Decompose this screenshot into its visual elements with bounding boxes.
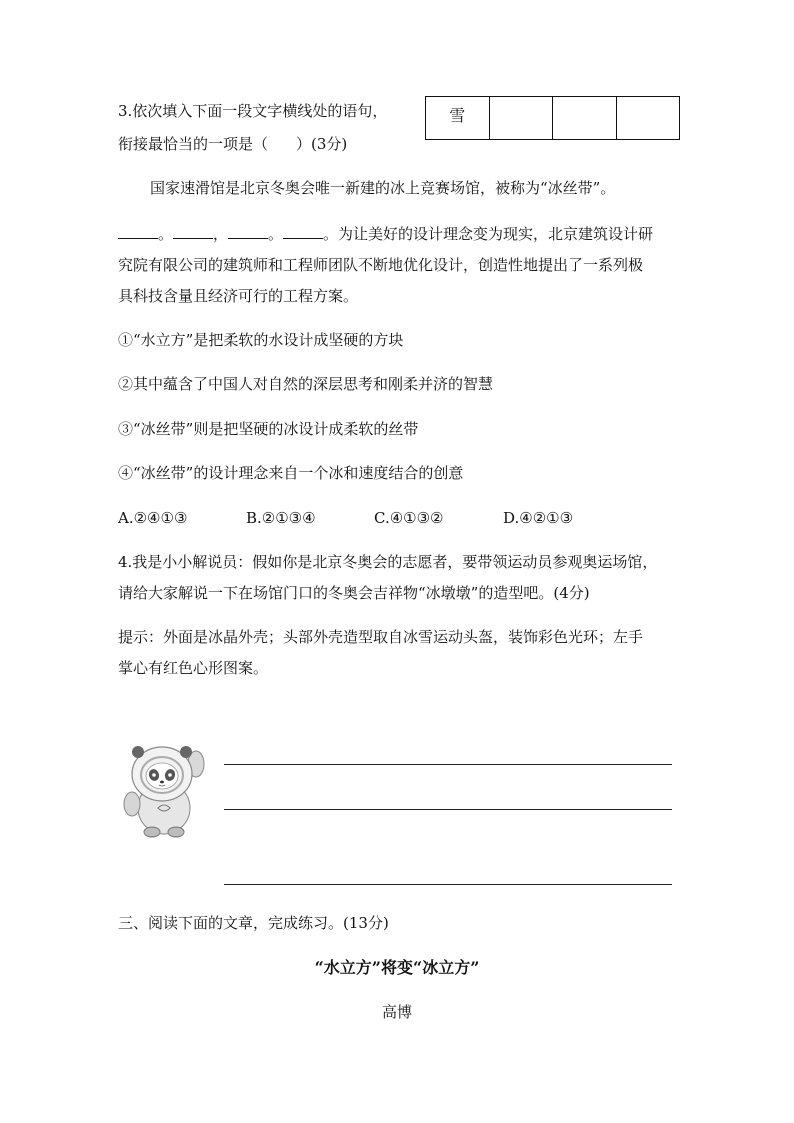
passage-sep: 。 <box>268 225 284 243</box>
section-heading: 三、阅读下面的文章，完成练习。(13分) <box>118 914 389 932</box>
answer-line-2[interactable] <box>224 809 672 810</box>
fill-blank-4[interactable] <box>283 224 323 239</box>
passage-line-2 <box>118 224 653 244</box>
q4-stem-line1: 4.我是小小解说员：假如你是北京冬奥会的志愿者，要带领运动员参观奥运场馆， <box>118 553 658 571</box>
q3-stem-text: 衔接最恰当的一项是（ <box>118 135 269 153</box>
grid-cell-1[interactable]: 雪 <box>426 97 490 139</box>
q4-stem-line2: 请给大家解说一下在场馆门口的冬奥会吉祥物“冰墩墩”的造型吧。(4分) <box>118 584 590 602</box>
grid-cell-3[interactable] <box>553 97 617 139</box>
passage-line-3: 究院有限公司的建筑师和工程师团队不断地优化设计，创造性地提出了一系列极 <box>118 256 644 274</box>
grid-cell-4[interactable] <box>617 97 680 139</box>
option-c[interactable]: C.④①③② <box>374 509 444 527</box>
article-author: 高博 <box>381 1003 412 1021</box>
fill-blank-3[interactable] <box>228 224 268 239</box>
passage-line-4: 具科技含量且经济可行的工程方案。 <box>118 287 359 305</box>
mascot-illustration <box>118 742 214 838</box>
list-item: ②其中蕴含了中国人对自然的深层思考和刚柔并济的智慧 <box>118 375 494 393</box>
passage-line-1: 国家速滑馆是北京冬奥会唯一新建的冰上竞赛场馆，被称为“冰丝带”。 <box>150 179 616 197</box>
list-item: ③“冰丝带”则是把坚硬的冰设计成柔软的丝带 <box>118 420 419 438</box>
q3-score: ）(3分) <box>296 135 348 153</box>
list-item: ①“水立方”是把柔软的水设计成坚硬的方块 <box>118 331 404 349</box>
option-a[interactable]: A.②④①③ <box>118 509 188 527</box>
list-item: ④“冰丝带”的设计理念来自一个冰和速度结合的创意 <box>118 464 464 482</box>
q4-hint-line2: 掌心有红色心形图案。 <box>118 659 269 677</box>
fill-blank-1[interactable] <box>118 224 158 239</box>
passage-sep: ， <box>213 225 229 243</box>
option-d[interactable]: D.④②①③ <box>503 509 574 527</box>
passage-tail: 。为让美好的设计理念变为现实，北京建筑设计研 <box>323 225 654 243</box>
answer-line-1[interactable] <box>224 764 672 765</box>
q3-stem-line1: 3.依次填入下面一段文字横线处的语句， <box>118 102 388 120</box>
q3-stem-line2 <box>118 134 347 154</box>
article-title: “水立方”将变“冰立方” <box>314 958 480 977</box>
q4-hint-line1: 提示：外面是冰晶外壳；头部外壳造型取自冰雪运动头盔，装饰彩色光环；左手 <box>118 628 644 646</box>
fill-blank-2[interactable] <box>173 224 213 239</box>
passage-sep: 。 <box>158 225 174 243</box>
grid-cell-2[interactable] <box>490 97 554 139</box>
option-b[interactable]: B.②①③④ <box>246 509 316 527</box>
writing-grid <box>425 96 680 140</box>
answer-line-3[interactable] <box>224 884 672 885</box>
